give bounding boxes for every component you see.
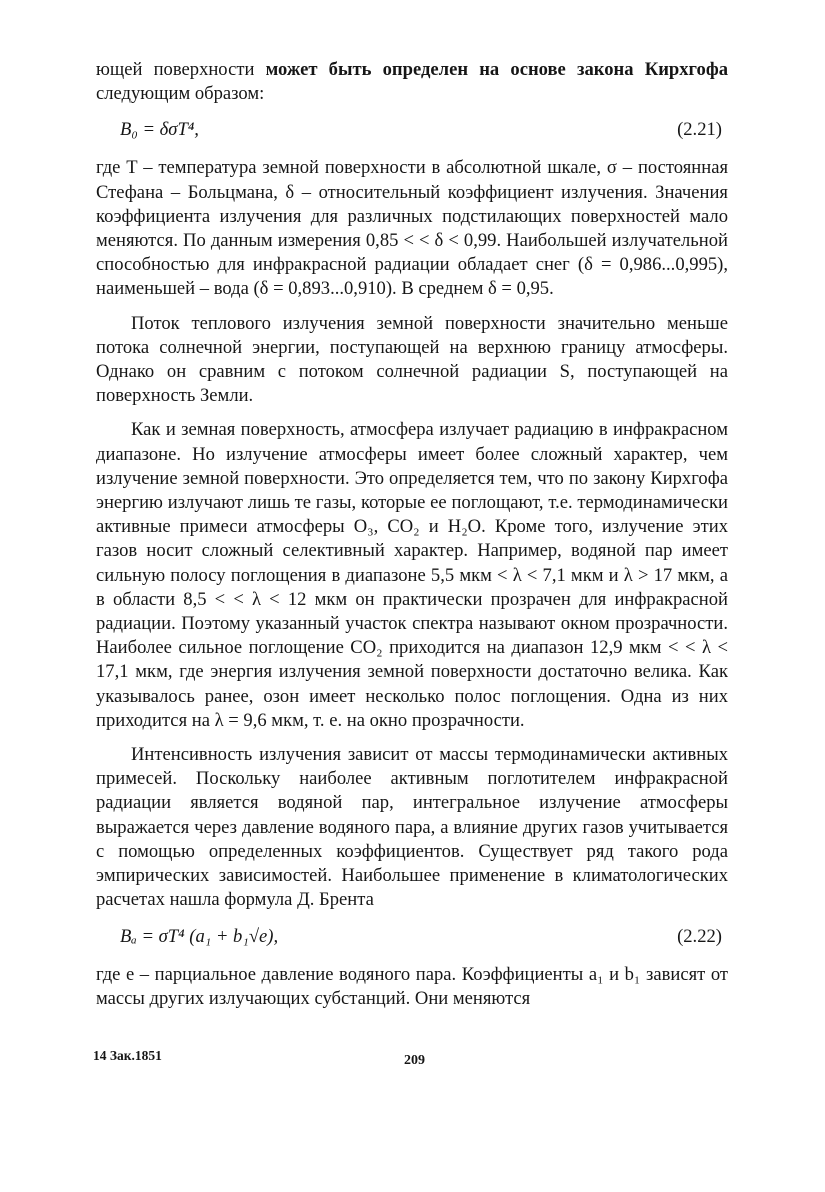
paragraph-intro: [96, 58, 728, 106]
paragraph-thermal-flux: Поток теплового излучения земной поверхности значительно меньше потока солнечной энергии, поступающей на верхнюю границу атмосферы. Однако он сравним с потоком солнечной радиации S, поступающей на поверхность Земли.: [96, 312, 728, 407]
paragraph-coefficients: где e – парциальное давление водяного пара. Коэффициенты a₁ и b₁ зависят от массы других излучающих субстанций. Они меняются: [96, 963, 728, 1009]
formula-expression: Bₐ = σT⁴ (a₁ + b₁√e),: [120, 925, 279, 947]
formula-number: (2.21): [677, 119, 722, 141]
paragraph-intensity: Интенсивность излучения зависит от массы термодинамически активных примесей. Поскольку наиболее активным поглотителем инфракрасной радиации является водяной пар, интегральное излучение атмосферы выражается через давление водяного пара, а влияние других газов учитывается с помощью определенных коэффициентов. Существует ряд такого рода эмпирических зависимостей. Наибольшее применение в климатологических расчетах нашла формула Д. Брента: [96, 744, 728, 911]
formula-number: (2.22): [677, 925, 722, 947]
formula-2-21: [96, 116, 728, 144]
formula-expression: B₀ = δσT⁴,: [120, 119, 199, 141]
print-order-mark: 14 Зак.1851: [93, 1048, 162, 1063]
paragraph-definitions: где T – температура земной поверхности в абсолютной шкале, σ – постоянная Стефана – Больцмана, δ – относительный коэффициент излучения. Значения коэффициента излучения для различных подстилающих поверхностей мало меняются. По данным измерения 0,85 < < δ < 0,99. Наибольшей излучательной способностью для инфракрасной радиации обладает снег (δ = 0,986...0,995), наименьшей – вода (δ = 0,893...0,910). В среднем δ = 0,95.: [96, 157, 728, 300]
page-number: 209: [404, 1053, 425, 1068]
intro-bold-text: может быть определен на основе закона Кирхгофа: [265, 59, 728, 80]
formula-2-22: [96, 923, 728, 951]
paragraph-atmosphere-radiation: Как и земная поверхность, атмосфера излучает радиацию в инфракрасном диапазоне. Но излучение атмосферы имеет более сложный характер, чем излучение земной поверхности. Это определяется тем, что по закону Кирхгофа энергию излучают лишь те газы, которые ее поглощают, т.е. термодинамически активные примеси атмосферы O₃, CO₂ и H₂O. Кроме того, излучение этих газов носит сложный селективный характер. Например, водяной пар имеет сильную полосу поглощения в диапазоне 5,5 мкм < λ < 7,1 мкм и λ > 17 мкм, а в области 8,5 < < λ < 12 мкм он практически прозрачен для инфракрасной радиации. Поэтому указанный участок спектра называют окном прозрачности. Наиболее сильное поглощение CO₂ приходится на диапазон 12,9 мкм < < λ < 17,1 мкм, где энергия излучения земной поверхности достаточно велика. Как указывалось ранее, озон имеет несколько полос поглощения. Одна из них приходится на λ = 9,6 мкм, т. е. на окно прозрачности.: [96, 419, 728, 731]
body-text: [96, 58, 728, 1011]
intro-end-text: следующим образом:: [96, 83, 265, 105]
intro-text: ющей поверхности: [96, 59, 266, 80]
